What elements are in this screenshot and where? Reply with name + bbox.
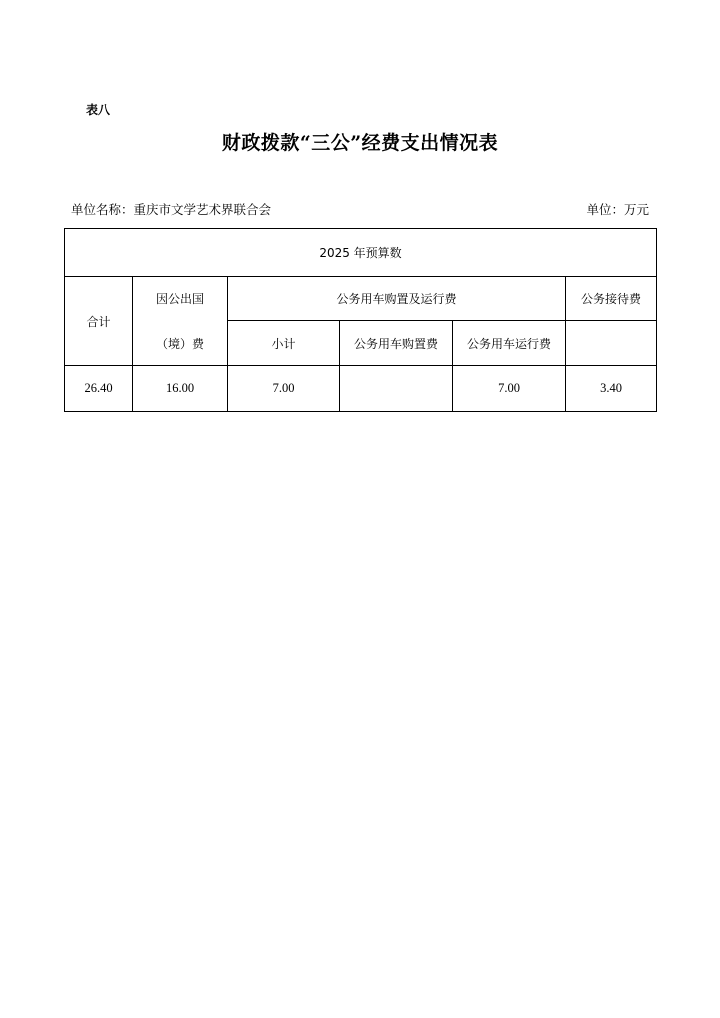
col-operation-header: 公务用车运行费 [453,321,566,366]
col-abroad-line2: （境）费 [155,337,204,351]
unit-label: 单位：万元 [586,202,649,217]
table-number: 表八 [86,103,111,117]
table-header-row [65,277,657,321]
col-subtotal-header: 小计 [228,321,340,366]
cell-operation: 7.00 [453,366,566,412]
cell-subtotal: 7.00 [228,366,340,412]
col-vehicle-group-header: 公务用车购置及运行费 [228,277,566,321]
document-title: 财政拨款“三公”经费支出情况表 [221,132,499,154]
table-row [65,366,657,412]
cell-reception: 3.40 [566,366,657,412]
unit-name: 单位名称：重庆市文学艺术界联合会 [71,202,272,217]
col-total-header: 合计 [65,277,133,366]
cell-total: 26.40 [65,366,133,412]
col-abroad-header [133,277,228,366]
col-abroad-line1: 因公出国 [155,292,204,306]
cell-abroad: 16.00 [133,366,228,412]
col-reception-header: 公务接待费 [566,277,657,321]
cell-purchase [340,366,453,412]
table-year-row [65,229,657,277]
col-purchase-header: 公务用车购置费 [340,321,453,366]
col-reception-blank [566,321,657,366]
year-header: 2025 年预算数 [65,229,657,277]
budget-table [64,228,657,412]
